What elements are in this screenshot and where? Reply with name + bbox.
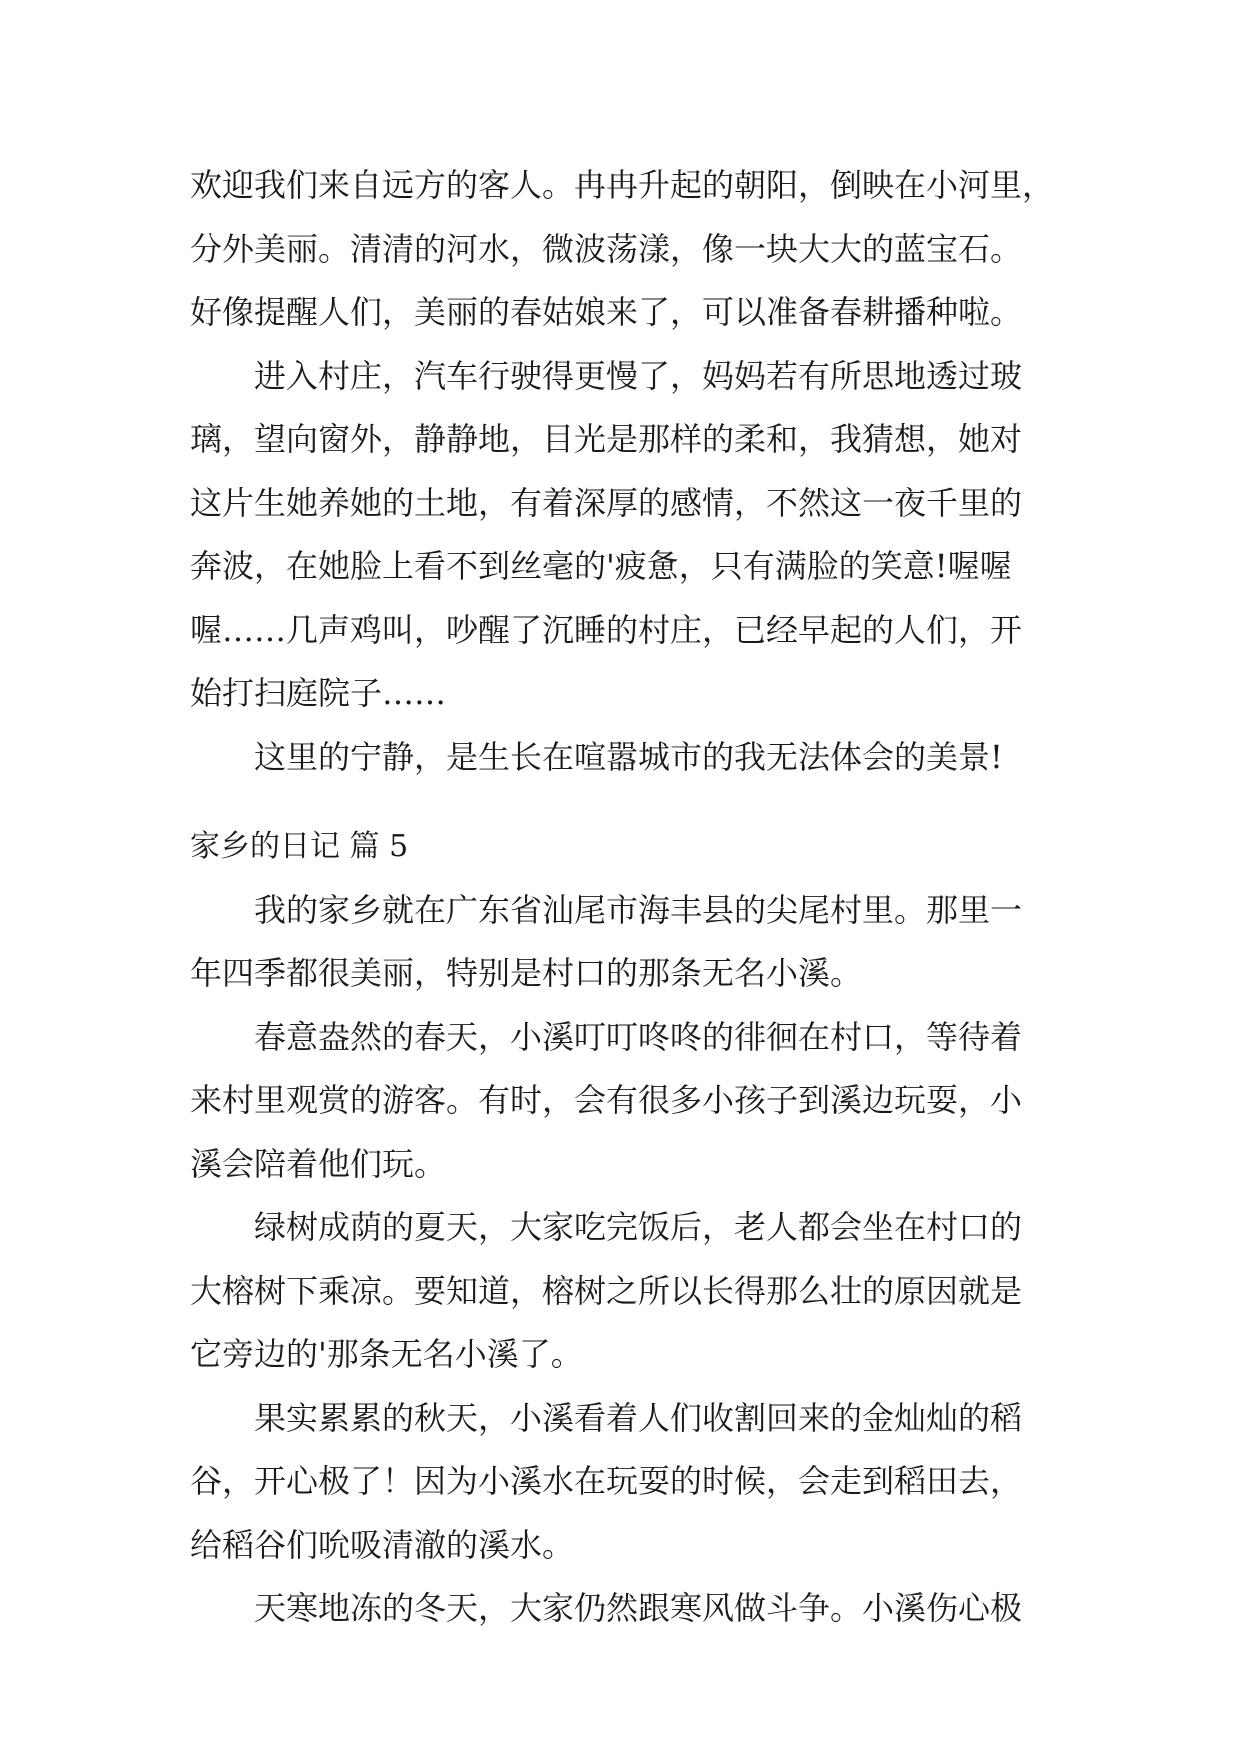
paragraph-line: 果实累累的秋天，小溪看着人们收割回来的金灿灿的稻 xyxy=(254,1399,1023,1437)
paragraph-line: 春意盎然的春天，小溪叮叮咚咚的徘徊在村口，等待着 xyxy=(254,1018,1023,1056)
section-heading: 家乡的日记 篇 5 xyxy=(190,829,409,864)
paragraph-line: 欢迎我们来自远方的客人。冉冉升起的朝阳，倒映在小河里， xyxy=(190,166,1055,204)
paragraph-line: 我的家乡就在广东省汕尾市海丰县的尖尾村里。那里一 xyxy=(254,891,1023,929)
paragraph-line: 溪会陪着他们玩。 xyxy=(190,1145,447,1183)
paragraph-line: 天寒地冻的冬天，大家仍然跟寒风做斗争。小溪伤心极 xyxy=(254,1589,1023,1627)
paragraph-line: 绿树成荫的夏天，大家吃完饭后，老人都会坐在村口的 xyxy=(254,1208,1023,1246)
paragraph-line: 分外美丽。清清的河水，微波荡漾，像一块大大的蓝宝石。 xyxy=(190,230,1023,268)
paragraph-line: 大榕树下乘凉。要知道，榕树之所以长得那么壮的原因就是 xyxy=(190,1272,1023,1310)
paragraph-line: 来村里观赏的游客。有时，会有很多小孩子到溪边玩耍，小 xyxy=(190,1081,1023,1119)
paragraph-line: 这片生她养她的土地，有着深厚的感情，不然这一夜千里的 xyxy=(190,484,1023,522)
paragraph-line: 进入村庄，汽车行驶得更慢了，妈妈若有所思地透过玻 xyxy=(254,357,1023,395)
paragraph-line: 喔……几声鸡叫，吵醒了沉睡的村庄，已经早起的人们，开 xyxy=(190,611,1023,649)
paragraph-line: 年四季都很美丽，特别是村口的那条无名小溪。 xyxy=(190,954,863,992)
paragraph-line: 奔波，在她脸上看不到丝毫的'疲惫，只有满脸的笑意!喔喔 xyxy=(190,547,1012,585)
paragraph-line: 谷，开心极了！因为小溪水在玩耍的时候，会走到稻田去， xyxy=(190,1462,1023,1500)
paragraph-line: 这里的宁静，是生长在喧嚣城市的我无法体会的美景! xyxy=(254,738,1003,776)
paragraph-line: 璃，望向窗外，静静地，目光是那样的柔和，我猜想，她对 xyxy=(190,420,1023,458)
paragraph-line: 给稻谷们吮吸清澈的溪水。 xyxy=(190,1526,575,1564)
paragraph-line: 好像提醒人们，美丽的春姑娘来了，可以准备春耕播种啦。 xyxy=(190,293,1023,331)
paragraph-line: 始打扫庭院子…… xyxy=(190,674,447,712)
paragraph-line: 它旁边的'那条无名小溪了。 xyxy=(190,1335,583,1373)
